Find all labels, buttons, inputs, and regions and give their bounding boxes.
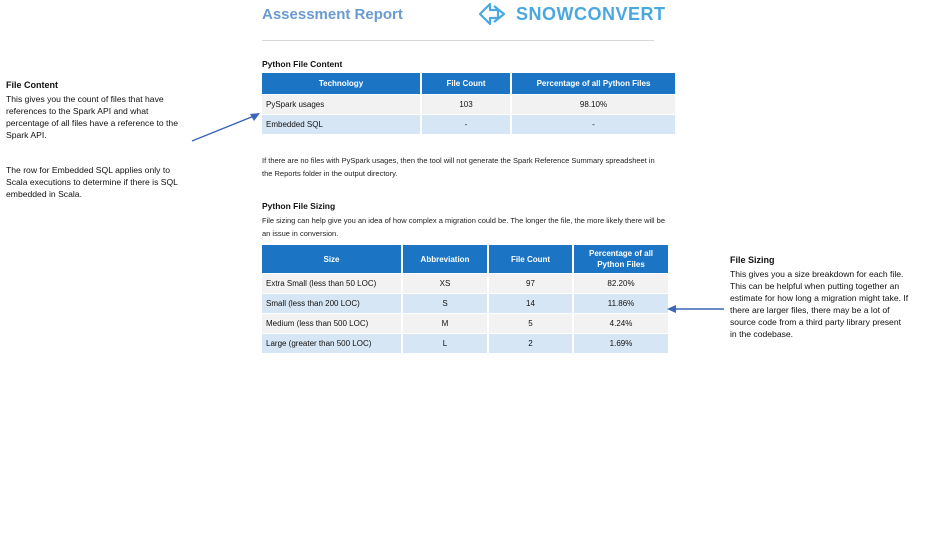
file-sizing-annotation-title: File Sizing bbox=[730, 255, 775, 265]
file-content-annotation-title: File Content bbox=[6, 80, 58, 90]
table-cell: M bbox=[403, 314, 487, 333]
arrow-to-file-sizing-icon bbox=[664, 302, 726, 316]
column-header: Percentage of all Python Files bbox=[574, 245, 668, 273]
file-sizing-section-title: Python File Sizing bbox=[262, 201, 336, 211]
table-cell: Small (less than 200 LOC) bbox=[262, 294, 401, 313]
table-cell: 4.24% bbox=[574, 314, 668, 333]
table-row bbox=[262, 115, 675, 134]
table-cell: 82.20% bbox=[574, 274, 668, 293]
file-content-annotation-text: This gives you the count of files that have references to the Spark API and what percentage of all files have a reference to the Spark API. bbox=[6, 94, 178, 140]
table-cell: S bbox=[403, 294, 487, 313]
table-cell: 103 bbox=[422, 95, 510, 114]
table-row bbox=[262, 95, 675, 114]
table-cell: 11.86% bbox=[574, 294, 668, 313]
table-row bbox=[262, 334, 668, 353]
table-cell: - bbox=[422, 115, 510, 134]
table-row bbox=[262, 314, 668, 333]
report-title: Assessment Report bbox=[262, 6, 403, 23]
column-header: Percentage of all Python Files bbox=[512, 73, 675, 94]
snowconvert-logo bbox=[478, 0, 666, 28]
header-divider bbox=[262, 40, 654, 41]
table-cell: Extra Small (less than 50 LOC) bbox=[262, 274, 401, 293]
file-sizing-table bbox=[260, 244, 670, 354]
table-cell: 2 bbox=[489, 334, 572, 353]
column-header: Size bbox=[262, 245, 401, 273]
column-header: Technology bbox=[262, 73, 420, 94]
table-cell: XS bbox=[403, 274, 487, 293]
table-cell: 98.10% bbox=[512, 95, 675, 114]
file-sizing-annotation-text: This gives you a size breakdown for each file. This can be helpful when putting together an estimate for how long a migration might take. If there are larger files, there may be a lot of source code from a third party library present in the codebase. bbox=[730, 269, 909, 339]
file-content-note: If there are no files with PySpark usages, then the tool will not generate the Spark Reference Summary spreadsheet in the Reports folder in the output directory. bbox=[262, 156, 655, 178]
file-content-table bbox=[260, 72, 677, 135]
table-cell: L bbox=[403, 334, 487, 353]
table-row bbox=[262, 294, 668, 313]
column-header: File Count bbox=[422, 73, 510, 94]
file-content-annotation-note: The row for Embedded SQL applies only to Scala executions to determine if there is SQL embedded in Scala. bbox=[6, 165, 178, 199]
table-cell: - bbox=[512, 115, 675, 134]
table-row bbox=[262, 274, 668, 293]
file-sizing-intro: File sizing can help give you an idea of how complex a migration could be. The longer the file, the more likely there will be an issue in conversion. bbox=[262, 216, 665, 238]
table-cell: 1.69% bbox=[574, 334, 668, 353]
arrow-to-file-content-icon bbox=[188, 108, 268, 146]
table-header-row bbox=[262, 73, 675, 94]
table-cell: Large (greater than 500 LOC) bbox=[262, 334, 401, 353]
logo-text: SNOWCONVERT bbox=[516, 3, 666, 24]
table-header-row bbox=[262, 245, 668, 273]
table-cell: 14 bbox=[489, 294, 572, 313]
table-cell: 5 bbox=[489, 314, 572, 333]
column-header: File Count bbox=[489, 245, 572, 273]
table-cell: 97 bbox=[489, 274, 572, 293]
table-cell: PySpark usages bbox=[262, 95, 420, 114]
file-content-section-title: Python File Content bbox=[262, 59, 343, 69]
table-cell: Medium (less than 500 LOC) bbox=[262, 314, 401, 333]
snowconvert-logo-icon bbox=[478, 1, 510, 27]
table-cell: Embedded SQL bbox=[262, 115, 420, 134]
column-header: Abbreviation bbox=[403, 245, 487, 273]
